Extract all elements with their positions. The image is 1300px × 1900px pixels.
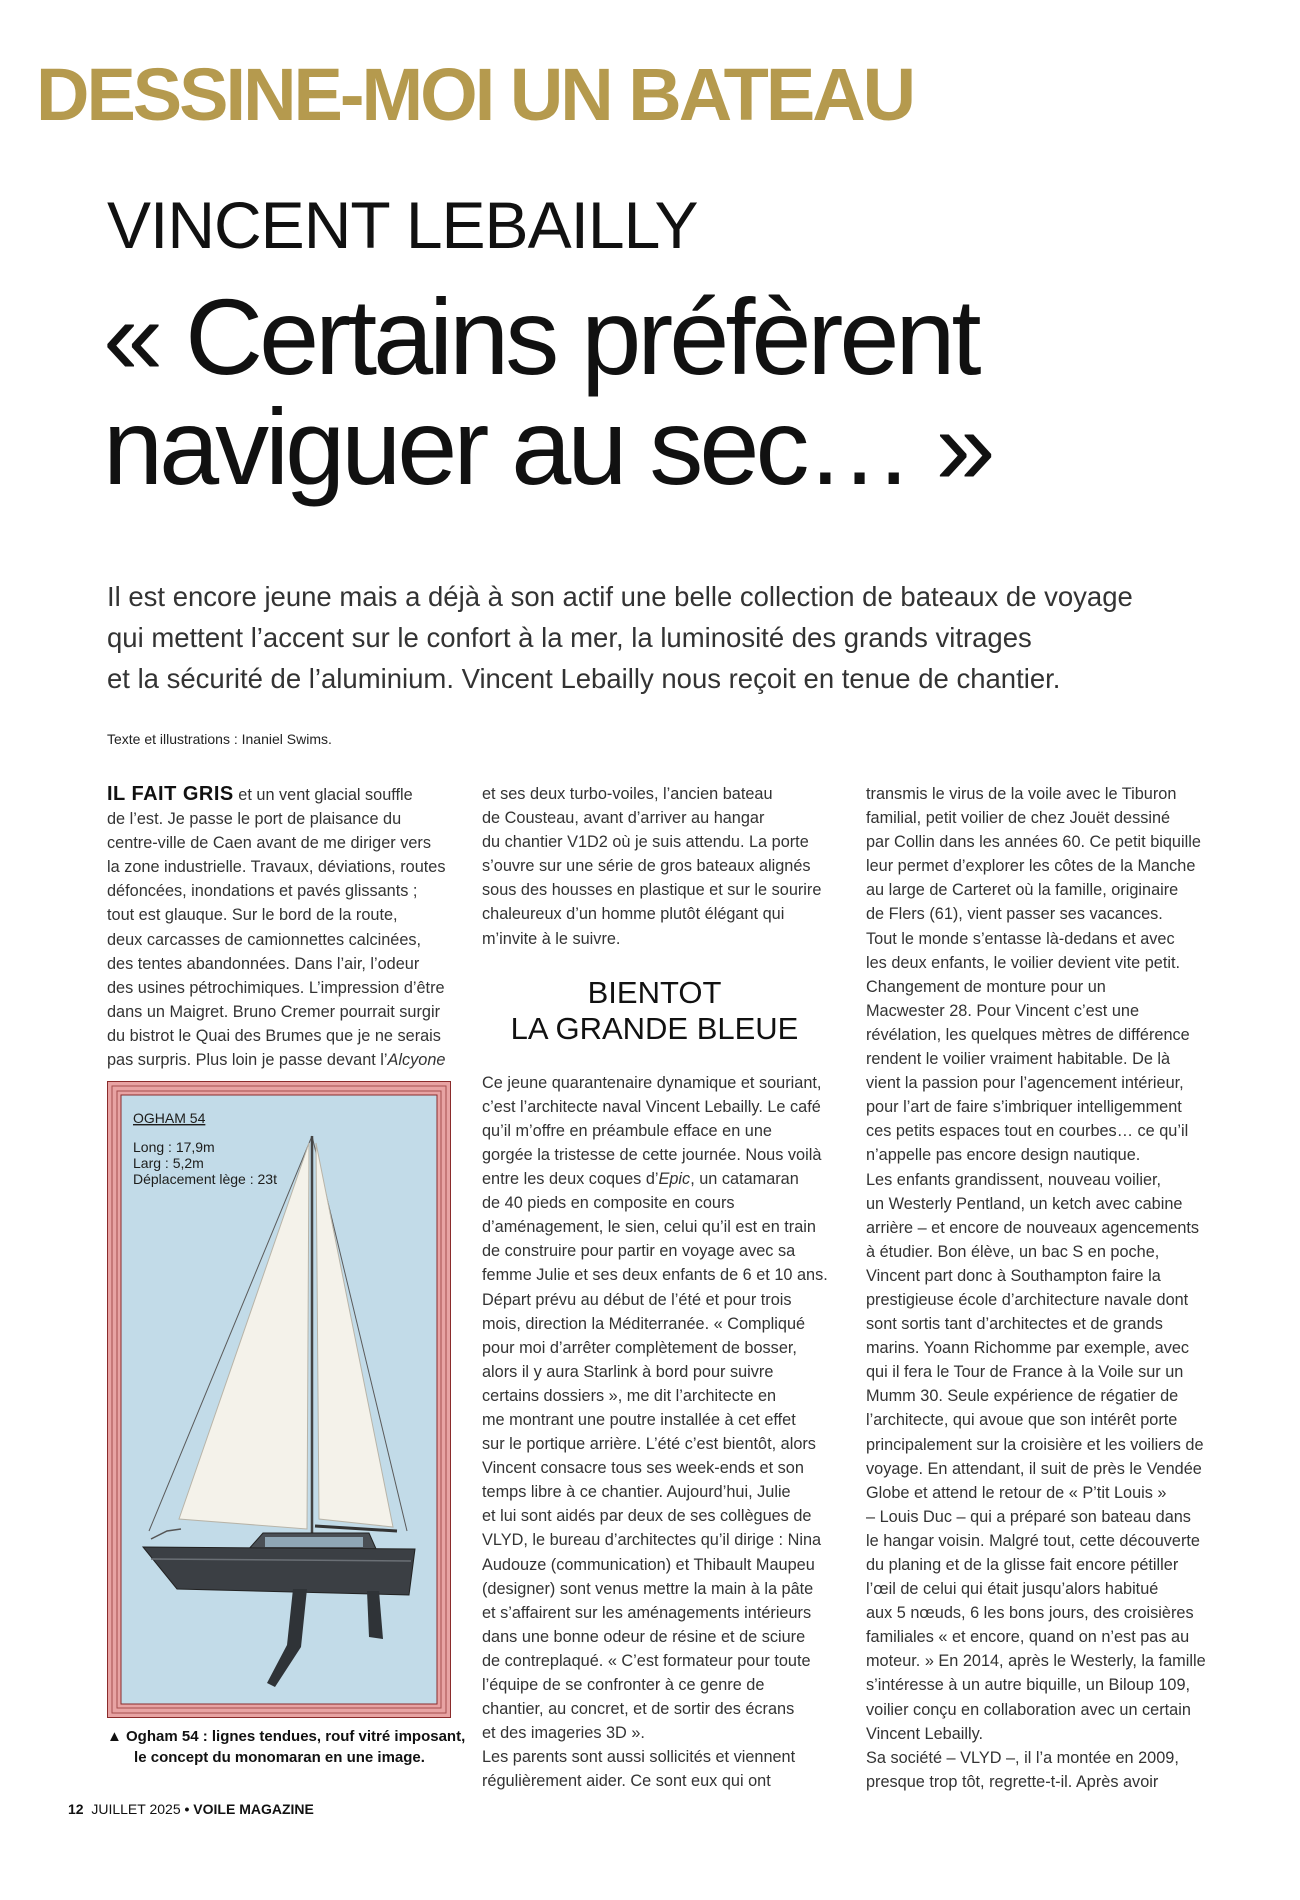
column-3 xyxy=(866,782,1211,1794)
subheading xyxy=(482,975,827,1047)
boat-title: OGHAM 54 xyxy=(133,1110,206,1126)
text-line: – Louis Duc – qui a préparé son bateau dans xyxy=(866,1507,1191,1526)
text-line: d’aménagement, le sien, celui qu’il est en train xyxy=(482,1218,816,1237)
text-line: mois, direction la Méditerranée. « Compliqué xyxy=(482,1314,806,1333)
text-line xyxy=(107,782,452,807)
text-line: s’ouvre sur une série de gros bateaux alignés xyxy=(482,857,811,876)
text-line: marins. Yoann Richomme par exemple, avec xyxy=(866,1339,1190,1358)
column-2-lines-top xyxy=(482,782,827,951)
text-line: Les enfants grandissent, nouveau voilier, xyxy=(866,1170,1162,1189)
dropcap: IL FAIT GRIS xyxy=(107,783,234,805)
text-line: sur le portique arrière. L’été c’est bientôt, alors xyxy=(482,1435,816,1454)
text-line: Sa société – VLYD –, il l’a montée en 2009, xyxy=(866,1748,1179,1767)
text-line: qui il fera le Tour de France à la Voile sur un xyxy=(866,1363,1184,1382)
text-line: femme Julie et ses deux enfants de 6 et 10 ans. xyxy=(482,1266,828,1285)
text-line: régulièrement aider. Ce sont eux qui ont xyxy=(482,1772,771,1791)
text-line: familiales « et encore, quand on n’est pas au xyxy=(866,1628,1190,1647)
lede xyxy=(107,576,1227,699)
text-line: de contreplaqué. « C’est formateur pour toute xyxy=(482,1651,811,1670)
column-2-lines-b xyxy=(482,1191,827,1793)
text-line: du chantier V1D2 où je suis attendu. La porte xyxy=(482,833,809,852)
text-line: deux carcasses de camionnettes calcinées, xyxy=(107,930,422,949)
section-title: DESSINE-MOI UN BATEAU xyxy=(36,53,914,136)
text-line: les deux enfants, le voilier devient vite petit. xyxy=(866,953,1181,972)
text-line: VLYD, le bureau d’architectes qu’il dirige : Nina xyxy=(482,1531,822,1550)
text-line: Macwester 28. Pour Vincent c’est une xyxy=(866,1001,1140,1020)
text-line: l’œil de celui qui était jusqu’alors habitué xyxy=(866,1580,1159,1599)
text-line: rendent le voilier vraiment habitable. De là xyxy=(866,1050,1171,1069)
text-line: du planing et de la glisse fait encore pétiller xyxy=(866,1556,1179,1574)
headline xyxy=(103,276,1253,508)
text-line: et des imageries 3D ». xyxy=(482,1724,645,1743)
boat-illustration xyxy=(107,1081,451,1718)
text-fragment: pas surpris. Plus loin je passe devant l’ xyxy=(107,1051,388,1070)
text-line: transmis le virus de la voile avec le Tiburon xyxy=(866,785,1177,803)
text-fragment: entre les deux coques d’ xyxy=(482,1170,659,1189)
text-line: le hangar voisin. Malgré tout, cette découverte xyxy=(866,1531,1200,1550)
column-1-lines xyxy=(107,807,452,1048)
caption-line: ▲ Ogham 54 : lignes tendues, rouf vitré imposant, xyxy=(107,1728,466,1745)
hull xyxy=(143,1547,415,1595)
text-line: l’équipe de se confronter à ce genre de xyxy=(482,1676,765,1694)
text-line: et ses deux turbo-voiles, l’ancien bateau xyxy=(482,785,773,803)
text-line: chaleureux d’un homme plutôt élégant qui xyxy=(482,905,785,924)
text-line: de Cousteau, avant d’arriver au hangar xyxy=(482,809,765,828)
boat-name: Epic xyxy=(658,1170,691,1189)
text-line: Vincent consacre tous ses week-ends et son xyxy=(482,1459,804,1478)
text-line: voyage. En attendant, il suit de près le Vendée xyxy=(866,1459,1202,1478)
headline-line: « Certains préfèrent xyxy=(103,276,978,397)
column-2 xyxy=(482,782,827,1793)
lede-line: qui mettent l’accent sur le confort à la mer, la luminosité des grands vitrages xyxy=(107,622,1032,653)
page-footer xyxy=(68,1801,314,1817)
text-line: Changement de monture pour un xyxy=(866,977,1106,996)
text-line: arrière – et encore de nouveaux agencements xyxy=(866,1218,1200,1237)
text-line: n’appelle pas encore design nautique. xyxy=(866,1146,1141,1165)
text-line: c’est l’architecte naval Vincent Lebailly. Le café xyxy=(482,1097,821,1116)
text-line: de Flers (61), vient passer ses vacances. xyxy=(866,905,1163,924)
text-line: alors il y aura Starlink à bord pour suivre xyxy=(482,1362,774,1381)
text-line: chantier, au concret, et de sortir des écrans xyxy=(482,1700,795,1719)
text-line: certains dossiers », me dit l’architecte en xyxy=(482,1386,777,1405)
text-line: principalement sur la croisière et les voiliers de xyxy=(866,1435,1204,1454)
text-line: des tentes abandonnées. Dans l’air, l’odeur xyxy=(107,954,420,973)
author-name: VINCENT LEBAILLY xyxy=(107,188,698,262)
text-line: Tout le monde s’entasse là-dedans et avec xyxy=(866,929,1175,948)
text-line: Vincent Lebailly. xyxy=(866,1724,984,1743)
text-line: ces petits espaces tout en courbes… ce qu’il xyxy=(866,1122,1189,1141)
illustration-caption xyxy=(107,1726,466,1768)
text-line: de l’est. Je passe le port de plaisance du xyxy=(107,810,402,829)
boat-drawing xyxy=(107,1081,451,1718)
issue-date: JUILLET 2025 xyxy=(91,1801,181,1817)
text-line: et lui sont aidés par deux de ses collègues de xyxy=(482,1507,812,1526)
text-line: centre-ville de Caen avant de me diriger vers xyxy=(107,834,431,853)
text-line: qu’il m’offre en préambule efface en une xyxy=(482,1121,772,1140)
text-line: de construire pour partir en voyage avec sa xyxy=(482,1242,796,1261)
spec-length: Long : 17,9m xyxy=(133,1139,215,1155)
column-2-lines-a xyxy=(482,1071,827,1143)
page-number: 12 xyxy=(68,1801,84,1817)
magazine-name: VOILE MAGAZINE xyxy=(193,1801,314,1817)
text-line: s’intéresse à un autre biquille, un Biloup 109, xyxy=(866,1676,1191,1695)
caption-line: le concept du monomaran en une image. xyxy=(134,1749,425,1766)
text-line: Audouze (communication) et Thibault Maupeu xyxy=(482,1555,815,1574)
text-line xyxy=(482,1167,827,1191)
credit: Texte et illustrations : Inaniel Swims. xyxy=(107,731,332,747)
spec-beam: Larg : 5,2m xyxy=(133,1155,204,1171)
text-line: prestigieuse école d’architecture navale dont xyxy=(866,1290,1189,1309)
text-line: leur permet d’explorer les côtes de la Manche xyxy=(866,857,1196,876)
headline-line: naviguer au sec… » xyxy=(103,386,992,508)
text-line: Mumm 30. Seule expérience de régatier de xyxy=(866,1387,1179,1406)
text-line: Vincent part donc à Southampton faire la xyxy=(866,1266,1161,1285)
footer-separator: • xyxy=(184,1801,190,1817)
boat-name: Alcyone xyxy=(387,1051,446,1070)
text-line: du bistrot le Quai des Brumes que je ne serais xyxy=(107,1026,441,1045)
text-line: moteur. » En 2014, après le Westerly, la famille xyxy=(866,1652,1206,1671)
text-line: et s’affairent sur les aménagements intérieurs xyxy=(482,1603,812,1622)
text-line: m’invite à le suivre. xyxy=(482,929,621,948)
text-line: de 40 pieds en composite en cours xyxy=(482,1194,735,1213)
text-line: la zone industrielle. Travaux, déviations, routes xyxy=(107,858,446,877)
text-line: l’architecte, qui avoue que son intérêt porte xyxy=(866,1411,1178,1430)
text-fragment: et un vent glacial souffle xyxy=(238,786,413,804)
text-line: presque trop tôt, regrette-t-il. Après avoir xyxy=(866,1772,1159,1791)
text-line: au large de Carteret où la famille, originaire xyxy=(866,881,1179,900)
text-line: Les parents sont aussi sollicités et viennent xyxy=(482,1748,796,1767)
text-line: dans une bonne odeur de résine et de sciure xyxy=(482,1627,806,1646)
text-line: sont sortis tant d’architectes et de grands xyxy=(866,1315,1163,1334)
subheading-line: LA GRANDE BLEUE xyxy=(510,1010,799,1046)
text-line: défoncées, inondations et pavés glissants ; xyxy=(107,882,418,901)
lede-line: et la sécurité de l’aluminium. Vincent Lebailly nous reçoit en tenue de chantier. xyxy=(107,663,1061,694)
text-line: dans un Maigret. Bruno Cremer pourrait surgir xyxy=(107,1002,441,1021)
text-line xyxy=(107,1048,452,1072)
column-1 xyxy=(107,782,452,1072)
column-3-lines xyxy=(866,782,1211,1794)
text-line: pour moi d’arrêter complètement de bosser, xyxy=(482,1338,797,1357)
text-line: par Collin dans les années 60. Ce petit biquille xyxy=(866,833,1201,852)
text-line: Départ prévu au début de l’été et pour trois xyxy=(482,1290,792,1309)
text-line: aux 5 nœuds, 6 les bons jours, des croisières xyxy=(866,1604,1194,1623)
text-line: révélation, les quelques mètres de différence xyxy=(866,1025,1190,1044)
spec-displacement: Déplacement lège : 23t xyxy=(133,1171,277,1187)
text-line: des usines pétrochimiques. L’impression d’être xyxy=(107,978,445,997)
text-line: (designer) sont venus mettre la main à la pâte xyxy=(482,1579,814,1598)
lede-line: Il est encore jeune mais a déjà à son actif une belle collection de bateaux de voyage xyxy=(107,581,1133,612)
text-line: me montrant une poutre installée à cet effet xyxy=(482,1410,796,1429)
text-line: un Westerly Pentland, un ketch avec cabine xyxy=(866,1194,1183,1213)
subheading-line: BIENTOT xyxy=(587,974,722,1010)
text-line: familial, petit voilier de chez Jouët dessiné xyxy=(866,809,1171,828)
text-line: pour l’art de faire s’imbriquer intelligemment xyxy=(866,1098,1182,1117)
text-line: sous des housses en plastique et sur le sourire xyxy=(482,881,822,900)
text-line: temps libre à ce chantier. Aujourd’hui, Julie xyxy=(482,1483,791,1502)
text-line: tout est glauque. Sur le bord de la route, xyxy=(107,906,398,925)
cabin-windows xyxy=(265,1537,363,1547)
text-line: Globe et attend le retour de « P’tit Louis » xyxy=(866,1483,1167,1502)
text-line: à étudier. Bon élève, un bac S en poche, xyxy=(866,1242,1160,1261)
text-fragment: , un catamaran xyxy=(690,1170,799,1189)
text-line: gorgée la tristesse de cette journée. Nous voilà xyxy=(482,1145,822,1164)
text-line: vient la passion pour l’agencement intérieur, xyxy=(866,1074,1184,1093)
text-line: Ce jeune quarantenaire dynamique et souriant, xyxy=(482,1073,822,1092)
text-line: voilier conçu en collaboration avec un certain xyxy=(866,1700,1191,1719)
